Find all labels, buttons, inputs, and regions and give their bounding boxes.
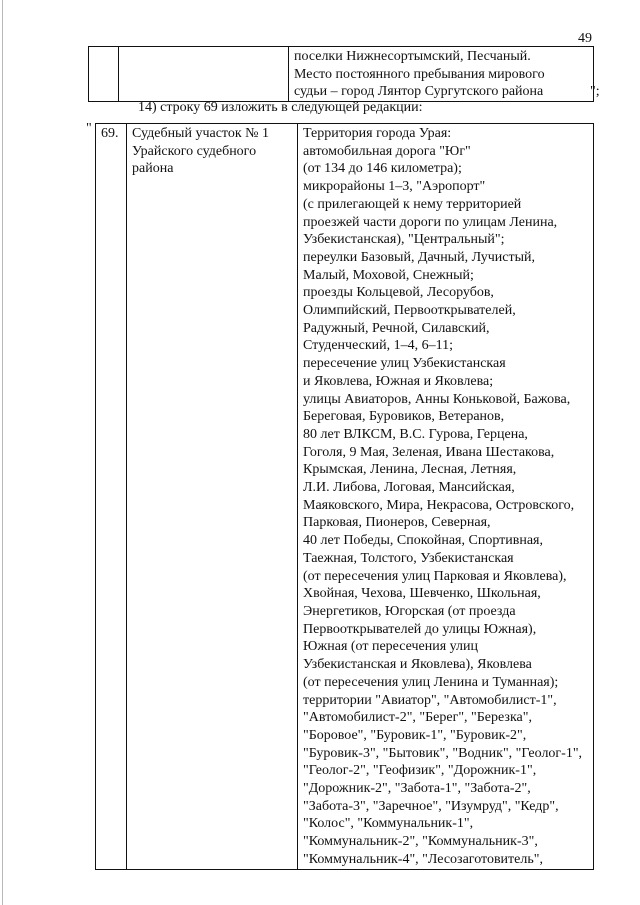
empty-number-cell xyxy=(89,47,119,102)
text-line: проезды Кольцевой, Лесорубов, xyxy=(303,285,494,301)
text-line: Место постоянного пребывания мирового xyxy=(294,66,545,82)
row-number-cell xyxy=(96,124,127,870)
text-line: Маяковского, Мира, Некрасова, Островского, xyxy=(303,497,575,513)
territory-cell xyxy=(298,124,594,870)
text-line: (от пересечения улиц Парковая и Яковлева), xyxy=(303,568,567,584)
text-line: (с прилегающей к нему территорией xyxy=(303,196,522,212)
text-line: "Коммунальник-2", "Коммунальник-3", xyxy=(303,834,538,850)
text-line: Первооткрывателей до улицы Южная), xyxy=(303,621,537,637)
text-line: 40 лет Победы, Спокойная, Спортивная, xyxy=(303,533,543,549)
text-line: района xyxy=(132,161,174,177)
text-line: "Коммунальник-4", "Лесозаготовитель", xyxy=(303,851,543,867)
text-line: проезжей части дороги по улицам Ленина, xyxy=(303,214,558,230)
text-line: (от пересечения улиц Ленина и Туманная); xyxy=(303,674,559,690)
text-line: территории "Авиатор", "Автомобилист-1", xyxy=(303,692,557,708)
text-line: Хвойная, Чехова, Шевченко, Школьная, xyxy=(303,586,541,602)
text-line: переулки Базовый, Дачный, Лучистый, xyxy=(303,249,535,265)
text-line: "Буровик-3", "Бытовик", "Водник", "Геолог-1", xyxy=(303,745,583,761)
text-line: "Колос", "Коммунальник-1", xyxy=(303,816,474,832)
text-line: Студенческий, 1–4, 6–11; xyxy=(303,338,454,354)
closing-quote-mark: "; xyxy=(590,84,600,99)
opening-quote-mark: " xyxy=(86,121,92,136)
text-line: Судебный участок № 1 xyxy=(132,126,270,141)
text-line: Радужный, Речной, Силавский, xyxy=(303,320,490,336)
territory-description xyxy=(298,124,593,869)
previous-territory-cell xyxy=(289,47,594,102)
page-number: 49 xyxy=(578,31,592,46)
text-line: пересечение улиц Узбекистанская xyxy=(303,356,506,372)
text-line: поселки Нижнесортымский, Песчаный. xyxy=(294,49,531,64)
text-line: "Боровое", "Буровик-1", "Буровик-2", xyxy=(303,727,527,743)
text-line: микрорайоны 1–3, "Аэропорт" xyxy=(303,179,486,195)
table-row xyxy=(89,47,594,102)
text-line: Гоголя, 9 Мая, Зеленая, Ивана Шестакова, xyxy=(303,444,555,460)
text-line: Парковая, Пионеров, Северная, xyxy=(303,515,491,531)
text-line: улицы Авиаторов, Анны Коньковой, Бажова, xyxy=(303,391,571,407)
text-line: "Дорожник-2", "Забота-1", "Забота-2", xyxy=(303,781,531,797)
text-line: Узбекистанская и Яковлева), Яковлева xyxy=(303,657,532,673)
text-line: "Забота-3", "Заречное", "Изумруд", "Кедр", xyxy=(303,798,559,814)
court-district-name-cell xyxy=(127,124,298,870)
text-line: Крымская, Ленина, Лесная, Летняя, xyxy=(303,462,517,478)
table-row xyxy=(96,124,594,870)
text-line: Олимпийский, Первооткрывателей, xyxy=(303,303,516,319)
text-line: Береговая, Буровиков, Ветеранов, xyxy=(303,409,505,425)
row-number: 69. xyxy=(101,126,119,141)
previous-row-table xyxy=(88,46,594,102)
text-line: 80 лет ВЛКСМ, В.С. Гурова, Герцена, xyxy=(303,426,528,442)
text-line: Урайского судебного xyxy=(132,143,257,159)
text-line: автомобильная дорога "Юг" xyxy=(303,143,471,159)
page-binding-edge xyxy=(2,0,3,905)
text-line: Южная (от пересечения улиц xyxy=(303,639,479,655)
previous-territory-text xyxy=(289,47,593,101)
text-line: Узбекистанская), "Центральный"; xyxy=(303,232,505,248)
text-line: Малый, Моховой, Снежный; xyxy=(303,267,474,283)
text-line: судьи – город Лянтор Сургутского района xyxy=(294,84,544,100)
row-69-table xyxy=(95,123,594,870)
text-line: (от 134 до 146 километра); xyxy=(303,161,462,177)
text-line: "Автомобилист-2", "Берег", "Березка", xyxy=(303,710,532,726)
text-line: Л.И. Либова, Логовая, Мансийская, xyxy=(303,480,515,496)
text-line: и Яковлева, Южная и Яковлева; xyxy=(303,373,494,389)
text-line: Энергетиков, Югорская (от проезда xyxy=(303,603,516,619)
empty-name-cell xyxy=(119,47,289,102)
text-line: "Геолог-2", "Геофизик", "Дорожник-1", xyxy=(303,763,537,779)
court-district-name xyxy=(127,124,297,178)
text-line: Таежная, Толстого, Узбекистанская xyxy=(303,550,514,566)
instruction-paragraph: 14) строку 69 изложить в следующей редакции: xyxy=(138,100,423,115)
text-line: Территория города Урая: xyxy=(303,126,452,141)
